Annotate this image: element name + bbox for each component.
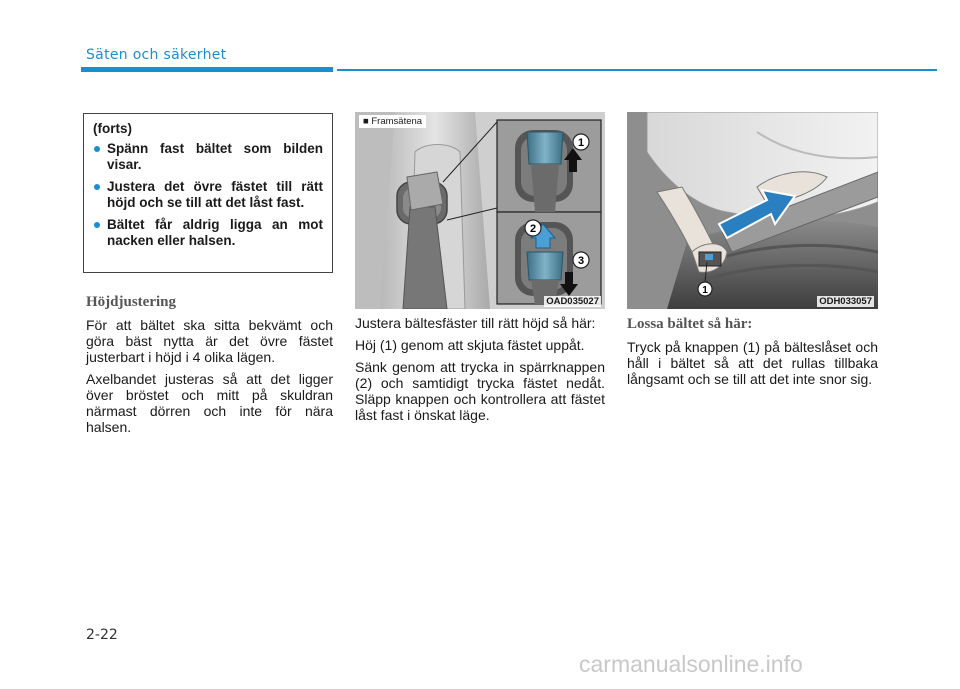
header-rule-thin — [337, 69, 937, 71]
paragraph: Sänk genom att trycka in spärrknappen (2) och samtidigt trycka fästet nedåt. Släpp knappen och kontrollera att fästet låst fast i önskat läge. — [355, 359, 605, 423]
paragraph: Tryck på knappen (1) på bälteslåset och håll i bältet så att det rullas tillbaka långsamt och se till att det inte snor sig. — [627, 339, 878, 387]
release-heading: Lossa bältet så här: — [627, 316, 753, 332]
watermark: carmanualsonline.info — [579, 651, 803, 677]
header-rule-thick — [81, 67, 333, 72]
figure-code: OAD035027 — [546, 296, 599, 307]
buckle-illustration — [627, 112, 878, 309]
anchor-illustration — [355, 112, 605, 309]
section-title: Säten och säkerhet — [86, 47, 227, 63]
note-title: (forts) — [93, 121, 132, 136]
note-list — [93, 141, 323, 249]
paragraph: För att bältet ska sitta bekvämt och göra bäst nytta är det övre fästet justerbart i höjd i 4 olika lägen. — [86, 317, 333, 365]
paragraph: Justera bältesfäster till rätt höjd så här: — [355, 315, 596, 331]
figure-code: ODH033057 — [819, 296, 872, 307]
anchor-adjust-figure — [355, 112, 605, 309]
page-number: 2-22 — [86, 627, 118, 643]
height-adjust-heading: Höjdjustering — [86, 294, 176, 310]
callout-1: 1 — [577, 137, 585, 149]
note-item: Justera det övre fästet till rätt höjd och se till att det låst fast. — [93, 179, 323, 211]
column-1 — [86, 294, 333, 441]
note-item: Spänn fast bältet som bilden visar. — [93, 141, 323, 173]
buckle-release-figure — [627, 112, 878, 309]
note-item: Bältet får aldrig ligga an mot nacken eller halsen. — [93, 217, 323, 249]
paragraph: Höj (1) genom att skjuta fästet uppåt. — [355, 337, 585, 353]
paragraph: Axelbandet justeras så att det ligger över bröstet och mitt på skuldran närmast dörren och inte för nära halsen. — [86, 371, 333, 435]
column-2 — [355, 315, 605, 429]
callout-1: 1 — [702, 285, 708, 296]
callout-3: 3 — [577, 255, 585, 267]
note-box — [83, 113, 333, 273]
column-3 — [627, 316, 878, 387]
callout-2: 2 — [529, 223, 537, 235]
figure-caption: ■ Framsätena — [359, 115, 426, 128]
